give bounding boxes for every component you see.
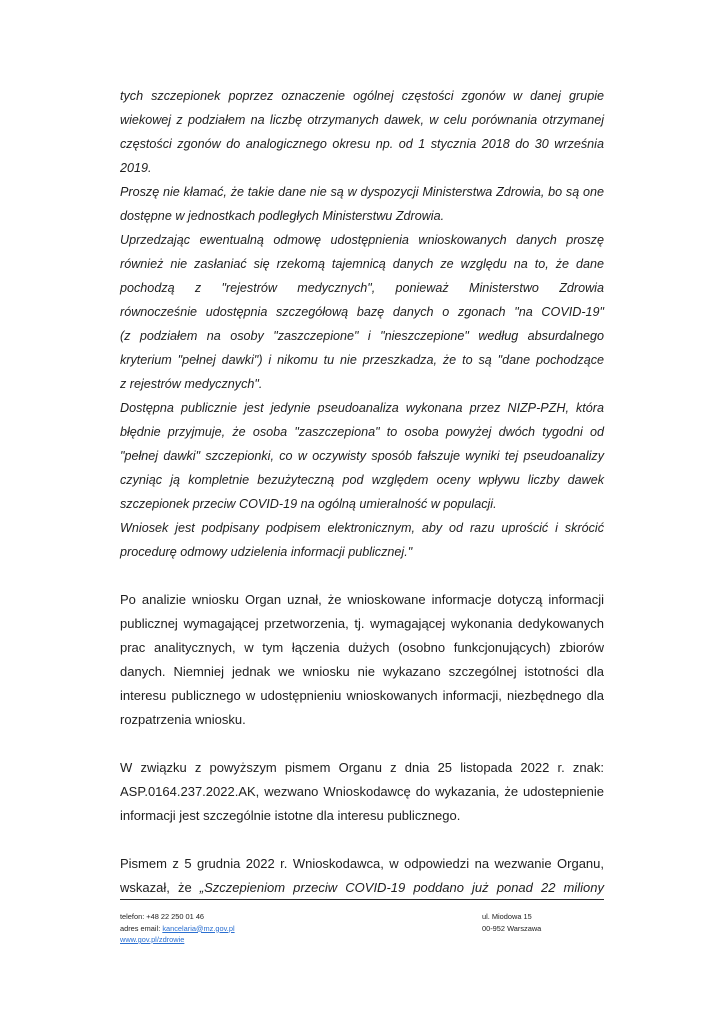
quoted-request-block bbox=[120, 84, 604, 564]
text-line: szczepionek przeciw COVID-19 na ogólną umieralność w populacji. bbox=[120, 497, 497, 511]
text-line: błędnie przyjmuje, że osoba "zaszczepiona" to osoba powyżej dwóch tygodni od bbox=[120, 425, 604, 439]
text-line: częstości zgonów do analogicznego okresu np. od 1 stycznia 2018 do 30 września bbox=[120, 137, 604, 151]
paragraph-gap bbox=[120, 564, 604, 588]
footer-contact bbox=[120, 911, 235, 946]
footer-email-link[interactable]: kancelaria@mz.gov.pl bbox=[162, 923, 235, 933]
text-line: procedurę odmowy udzielenia informacji publicznej." bbox=[120, 545, 413, 559]
paragraph-analysis bbox=[120, 588, 604, 732]
text-line: dostępne w jednostkach podległych Ministerstwu Zdrowia. bbox=[120, 209, 445, 223]
footer-city: 00-952 Warszawa bbox=[482, 923, 542, 933]
text-line: rozpatrzenia wniosku. bbox=[120, 712, 246, 727]
text-line: Dostępna publicznie jest jedynie pseudoanaliza wykonana przez NIZP-PZH, która bbox=[120, 401, 604, 415]
footer-street: ul. Miodowa 15 bbox=[482, 912, 532, 921]
reply-quote: „Szczepieniom przeciw COVID-19 poddano już ponad 22 miliony bbox=[199, 880, 604, 895]
footer-phone: telefon: +48 22 250 01 46 bbox=[120, 912, 205, 921]
paragraph-reply bbox=[120, 852, 604, 900]
paragraph-summons bbox=[120, 756, 604, 828]
text-line: również nie zasłaniać się rzekomą tajemnicą danych ze względu na to, że dane bbox=[120, 257, 604, 271]
text-line: wiekowej z podziałem na liczbę otrzymanych dawek, w celu porównania otrzymanej bbox=[120, 113, 604, 127]
footer-address bbox=[482, 911, 541, 934]
text-line: informacji jest szczególnie istotne dla interesu publicznego. bbox=[120, 808, 461, 823]
text-line: Wniosek jest podpisany podpisem elektronicznym, aby od razu uprościć i skrócić bbox=[120, 521, 604, 535]
text-line: ASP.0164.237.2022.AK, wezwano Wnioskodawcę do wykazania, że udostepnienie bbox=[120, 784, 604, 799]
text-line: kryterium "pełnej dawki") i nikomu tu nie przeszkadza, że to są "dane pochodzące bbox=[120, 353, 604, 367]
document-body bbox=[120, 84, 604, 900]
text-line: równocześnie udostępnia szczegółową bazę danych o zgonach "na COVID-19" bbox=[120, 305, 604, 319]
text-line: Proszę nie kłamać, że takie dane nie są w dyspozycji Ministerstwa Zdrowia, bo są one bbox=[120, 185, 604, 199]
text-line: Pismem z 5 grudnia 2022 r. Wnioskodawca, w odpowiedzi na wezwanie Organu, bbox=[120, 856, 604, 871]
text-line: prac analitycznych, w tym łączenia dużych (osobno funkcjonujących) zbiorów bbox=[120, 640, 604, 655]
footer-email-label: adres email: bbox=[120, 923, 163, 933]
text-line: "pełnej dawki" szczepionki, co w oczywisty sposób fałszuje wyniki tej pseudoanalizy bbox=[120, 449, 604, 463]
text-line: danych. Niemniej jednak we wniosku nie wykazano szczególnej istotności dla bbox=[120, 664, 604, 679]
reply-prefix: wskazał, że bbox=[120, 880, 200, 895]
text-line: Po analizie wniosku Organ uznał, że wnioskowane informacje dotyczą informacji bbox=[120, 592, 604, 607]
text-line: publicznej wymagającej przetworzenia, tj. wymagającej wykonania dedykowanych bbox=[120, 616, 604, 631]
text-line: Uprzedzając ewentualną odmowę udostępnienia wnioskowanych danych proszę bbox=[120, 233, 604, 247]
text-line: tych szczepionek poprzez oznaczenie ogólnej częstości zgonów w danej grupie bbox=[120, 89, 604, 103]
text-line: (z podziałem na osoby "zaszczepione" i "nieszczepione" według absurdalnego bbox=[120, 329, 604, 343]
footer-divider bbox=[120, 899, 604, 900]
text-line: czyniąc ją kompletnie bezużyteczną pod względem oceny wpływu liczby dawek bbox=[120, 473, 604, 487]
paragraph-gap bbox=[120, 732, 604, 756]
text-line: pochodzą z "rejestrów medycznych", ponieważ Ministerstwo Zdrowia bbox=[120, 281, 604, 295]
text-line: W związku z powyższym pismem Organu z dnia 25 listopada 2022 r. znak: bbox=[120, 760, 604, 775]
text-line: 2019. bbox=[120, 161, 152, 175]
text-line bbox=[120, 876, 604, 900]
footer-email-row bbox=[120, 923, 235, 935]
paragraph-gap bbox=[120, 828, 604, 852]
text-line: z rejestrów medycznych". bbox=[120, 377, 263, 391]
footer-website-link[interactable]: www.gov.pl/zdrowie bbox=[120, 935, 185, 944]
text-line: interesu publicznego w udostępnieniu wnioskowanych informacji, niezbędnego dla bbox=[120, 688, 604, 703]
